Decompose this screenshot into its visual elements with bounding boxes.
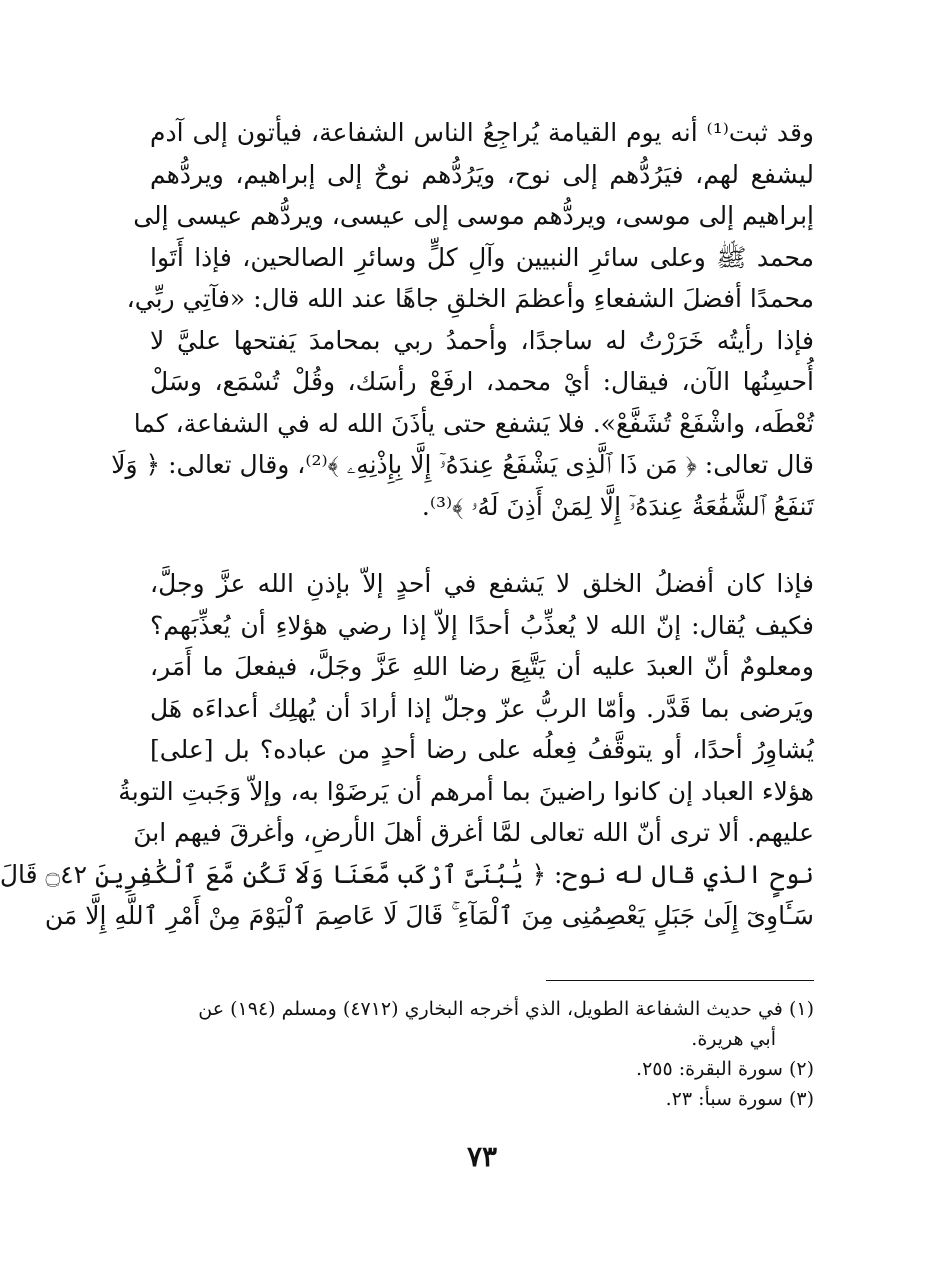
page-number: ٧٣: [466, 1140, 498, 1173]
text-line: وقد ثبت⁽¹⁾ أنه يوم القيامة يُراجِعُ الناس الشفاعة، فيأتون إلى آدم: [150, 118, 814, 147]
text-line: قال تعالى: ﴿ مَن ذَا ٱلَّذِى يَشْفَعُ عِندَهُۥٓ إِلَّا بِإِذْنِهِۦ ﴾⁽²⁾، وقال تعالى: ﴿ وَلَا: [111, 450, 814, 479]
footnote-1: [150, 994, 814, 1024]
footnote-2: [150, 1054, 814, 1084]
footnote-marker: (٢): [788, 1058, 814, 1080]
footnotes: [150, 994, 814, 1114]
footnote-3: [150, 1084, 814, 1114]
paragraph-1: [111, 112, 814, 527]
page-body: [0, 112, 814, 937]
footnote-text: أبي هريرة.: [691, 1028, 776, 1050]
text-line: فإذا رأيتُه خَرَرْتُ له ساجدًا، وأحمدُ ربي بمحامدَ يَفتحها عليَّ لا: [150, 325, 814, 355]
text-line: يُشاوِرُ أحدًا، أو يتوقَّفُ فِعلُه على رضا أحدٍ من عباده؟ بل [على]: [150, 735, 814, 764]
footnote-text: سورة البقرة: ٢٥٥.: [636, 1058, 783, 1080]
text-line: تُعْطَه، واشْفَعْ تُشَفَّعْ». فلا يَشفع حتى يأذَنَ الله له في الشفاعة، كما: [133, 408, 814, 438]
text-line: محمد ﷺ وعلى سائرِ النبيين وآلِ كلٍّ وسائرِ الصالحين، فإذا أَتَوا: [150, 242, 814, 272]
footnote-separator: [546, 980, 814, 981]
paragraph-2: [0, 563, 814, 937]
text-line: إبراهيم إلى موسى، ويردُّهم موسى إلى عيسى، ويردُّهم عيسى إلى: [133, 201, 814, 230]
text-line: ليشفع لهم، فيَرُدُّهم إلى نوح، ويَرُدُّهم نوحٌ إلى إبراهيم، ويردُّهم: [150, 159, 814, 189]
footnote-marker: (٣): [788, 1088, 814, 1110]
text-line: فكيف يُقال: إنّ الله لا يُعذِّبُ أحدًا إلاّ إذا رضي هؤلاءِ أن يُعذِّبَهم؟: [150, 610, 814, 640]
text-line: تَنفَعُ ٱلشَّفَٰعَةُ عِندَهُۥٓ إِلَّا لِمَنْ أَذِنَ لَهُۥ ﴾⁽³⁾.: [421, 491, 814, 521]
text-line: سَـَٔاوِىٓ إِلَىٰ جَبَلٍ يَعْصِمُنِى مِنَ ٱلْمَآءِ ۚ قَالَ لَا عَاصِمَ ٱلْيَوْمَ مِنْ أَمْرِ ٱللَّهِ إِلَّا مَن: [44, 901, 814, 930]
footnote-marker: (١): [788, 998, 814, 1020]
text-line: عليهم. ألا ترى أنّ الله تعالى لمَّا أغرق أهلَ الأرضِ، وأغرقَ فيهم ابنَ: [133, 818, 814, 847]
text-line: ومعلومٌ أنّ العبدَ عليه أن يَتَّبِعَ رضا اللهِ عَزَّ وجَلَّ، فيفعلَ ما أَمَر،: [150, 652, 814, 681]
text-line: أُحسِنُها الآن، فيقال: أيْ محمد، ارفَعْ رأسَك، وقُلْ تُسْمَع، وسَلْ: [150, 367, 814, 396]
footnote-text: في حديث الشفاعة الطويل، الذي أخرجه البخاري (٤٧١٢) ومسلم (١٩٤) عن: [198, 998, 783, 1020]
text-line: نوحٍ الذي قال له نوح: ﴿ يَٰبُنَىَّ ٱرْكَب مَّعَنَا وَلَا تَكُن مَّعَ ٱلْكَٰفِرِينَ ۝٤٢ قَالَ: [0, 859, 814, 889]
text-line: محمدًا أفضلَ الشفعاءِ وأعظمَ الخلقِ جاهًا عند الله قال: «فآتِي ربِّي،: [126, 284, 814, 313]
paragraph-gap: [150, 527, 814, 563]
text-line: فإذا كان أفضلُ الخلق لا يَشفع في أحدٍ إلاّ بإذنِ الله عزَّ وجلَّ،: [150, 569, 814, 598]
footnote-text: سورة سبأ: ٢٣.: [665, 1088, 783, 1110]
footnote-1-continuation: [150, 1024, 814, 1054]
text-line: ويَرضى بما قَدَّر. وأمّا الربُّ عزّ وجلّ إذا أرادَ أن يُهلِك أعداءَه هَل: [150, 693, 814, 723]
text-line: هؤلاء العباد إن كانوا راضينَ بما أمرهم أن يَرضَوْا به، وإلاّ وَجَبتِ التوبةُ: [118, 776, 814, 806]
